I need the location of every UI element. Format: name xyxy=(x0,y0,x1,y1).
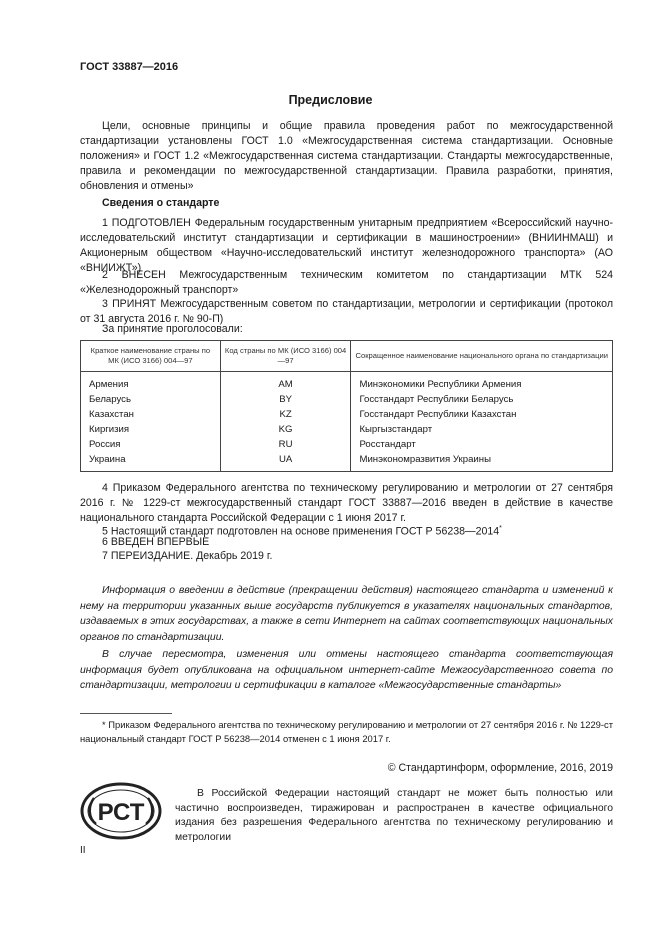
footnote-text: * Приказом Федерального агентства по техническому регулированию и метрологии от 27 сентября 2016 г. № 1229-ст национальный стандарт ГОСТ Р 56238—2014 отменен с 1 июня 2017 г. xyxy=(80,719,613,744)
authority-cell: Госстандарт Республики Беларусь xyxy=(351,392,613,407)
header-code: Код страны по МК (ИСО 3166) 004—97 xyxy=(220,341,351,372)
info-paragraph-1: Информация о введении в действие (прекращении действия) настоящего стандарта и изменений к нему на территории указанных выше государств публикуется в указателях национальных стандартов, издаваемых в этих государствах, а также в сети Интернет на сайтах соответствующих национальных органов по стандартизации. xyxy=(80,585,613,643)
country-cell: Россия xyxy=(81,437,221,452)
authority-cell: Госстандарт Республики Казахстан xyxy=(351,407,613,422)
country-cell: Украина xyxy=(81,452,221,472)
info-paragraph-2: В случае пересмотра, изменения или отмены настоящего стандарта соответствующая информация будет опубликована на официальном интернет-сайте Межгосударственного совета по стандартизации, метрологии и сертификации в каталоге «Межгосударственные стандарты» xyxy=(80,649,613,691)
rst-certification-logo-icon xyxy=(80,782,162,840)
voting-table xyxy=(80,340,613,472)
table-row xyxy=(81,452,613,472)
table-row xyxy=(81,392,613,407)
item-4-paragraph: 4 Приказом Федерального агентства по техническому регулированию и метрологии от 27 сентября 2016 г. № 1229-ст межгосударственный стандарт ГОСТ 33887—2016 введен в действие в качестве национального стандарта Российской Федерации с 1 июня 2017 г. xyxy=(80,482,613,524)
table-row xyxy=(81,437,613,452)
section-heading: Сведения о стандарте xyxy=(102,197,220,209)
country-cell: Казахстан xyxy=(81,407,221,422)
header-authority: Сокращенное наименование национального органа по стандартизации xyxy=(351,341,613,372)
item-7-paragraph: 7 ПЕРЕИЗДАНИЕ. Декабрь 2019 г. xyxy=(102,550,273,562)
voted-label: За принятие проголосовали: xyxy=(102,323,243,335)
table-header-row xyxy=(81,341,613,372)
intro-paragraph: Цели, основные принципы и общие правила проведения работ по межгосударственной стандартизации установлены ГОСТ 1.0 «Межгосударственная система стандартизации. Основные положения» и ГОСТ 1.2 «Межгосударственная система стандартизации. Стандарты межгосударственные, правила и рекомендации по межгосударственной стандартизации. Правила разработки, принятия, обновления и отмены» xyxy=(80,120,613,192)
copyright-notice: В Российской Федерации настоящий стандарт не может быть полностью или частично воспроизведен, тиражирован и распространен в качестве официального издания без разрешения Федерального агентства по техническому регулированию и метрологии xyxy=(175,788,613,843)
authority-cell: Кыргызстандарт xyxy=(351,422,613,437)
table-row xyxy=(81,372,613,393)
table-row xyxy=(81,422,613,437)
item-1-paragraph: 1 ПОДГОТОВЛЕН Федеральным государственным унитарным предприятием «Всероссийский научно-исследовательский институт стандартизации и сертификации в машиностроении» (ВНИИНМАШ) и Акционерным обществом «Научно-исследовательский институт железнодорожного транспорта» (АО «ВНИИЖТ») xyxy=(80,217,613,274)
code-cell: KZ xyxy=(220,407,351,422)
header-country: Краткое наименование страны по МК (ИСО 3166) 004—97 xyxy=(81,341,221,372)
code-cell: RU xyxy=(220,437,351,452)
authority-cell: Минэкономики Республики Армения xyxy=(351,372,613,393)
code-cell: UA xyxy=(220,452,351,472)
copyright-line: © Стандартинформ, оформление, 2016, 2019 xyxy=(387,762,613,774)
table-row xyxy=(81,407,613,422)
item-2-paragraph: 2 ВНЕСЕН Межгосударственным техническим комитетом по стандартизации МТК 524 «Железнодорожный транспорт» xyxy=(80,269,613,296)
item-6-paragraph: 6 ВВЕДЕН ВПЕРВЫЕ xyxy=(102,536,210,548)
standard-number-header: ГОСТ 33887—2016 xyxy=(80,61,179,73)
footnote-marker: * xyxy=(499,525,502,532)
country-cell: Киргизия xyxy=(81,422,221,437)
page-number: II xyxy=(80,845,86,856)
authority-cell: Минэкономразвития Украины xyxy=(351,452,613,472)
code-cell: AM xyxy=(220,372,351,393)
item-3-paragraph: 3 ПРИНЯТ Межгосударственным советом по стандартизации, метрологии и сертификации (протокол от 31 августа 2016 г. № 90-П) xyxy=(80,298,613,325)
code-cell: BY xyxy=(220,392,351,407)
authority-cell: Росстандарт xyxy=(351,437,613,452)
code-cell: KG xyxy=(220,422,351,437)
country-cell: Армения xyxy=(81,372,221,393)
country-cell: Беларусь xyxy=(81,392,221,407)
item-5-text: 5 Настоящий стандарт подготовлен на основе применения ГОСТ Р 56238—2014 xyxy=(102,525,500,538)
footnote-divider xyxy=(80,713,172,714)
page-title: Предисловие xyxy=(288,93,373,107)
logo-lettering: РСТ xyxy=(97,799,145,826)
